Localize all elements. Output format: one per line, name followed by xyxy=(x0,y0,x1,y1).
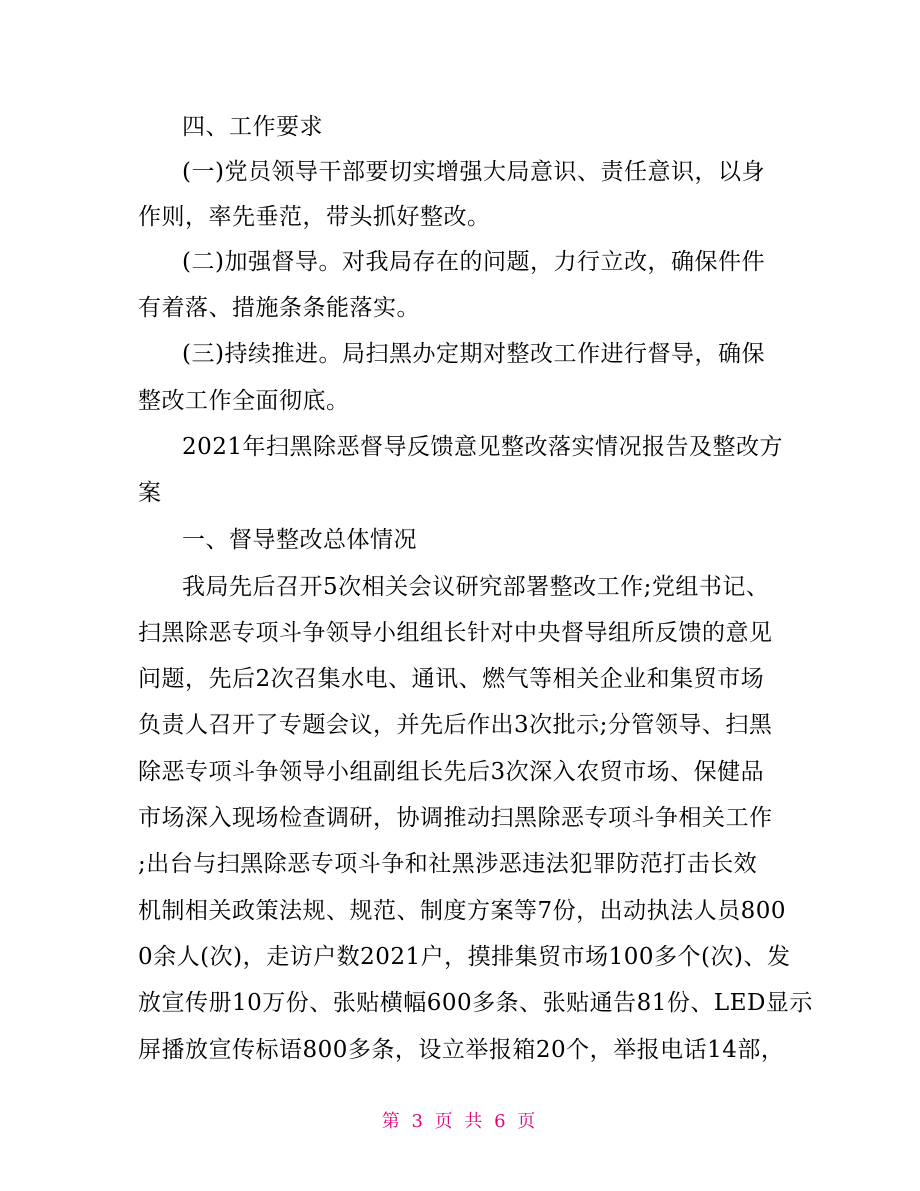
paragraph-line: 市场深入现场检查调研，协调推动扫黑除恶专项斗争相关工作 xyxy=(138,805,773,831)
paragraph-line: 0余人(次)，走访户数2021户，摸排集贸市场100多个(次)、发 xyxy=(138,944,791,970)
section-heading: 一、督导整改总体情况 xyxy=(182,527,417,553)
document-title-line: 2021年扫黑除恶督导反馈意见整改落实情况报告及整改方 xyxy=(182,434,784,460)
paragraph-line: 整改工作全面彻底。 xyxy=(138,388,350,414)
paragraph-line: 除恶专项斗争领导小组副组长先后3次深入农贸市场、保健品 xyxy=(138,759,765,785)
document-title-line: 案 xyxy=(138,480,162,506)
page-number-footer: 第 3 页 共 6 页 xyxy=(381,1111,539,1132)
paragraph-line: ;出台与扫黑除恶专项斗争和社黑涉恶违法犯罪防范打击长效 xyxy=(138,851,758,877)
paragraph-line: 扫黑除恶专项斗争领导小组组长针对中央督导组所反馈的意见 xyxy=(138,620,773,646)
paragraph-line: 放宣传册10万份、张贴横幅600多条、张贴通告81份、LED显示 xyxy=(138,990,813,1016)
paragraph-line: 有着落、措施条条能落实。 xyxy=(138,295,420,321)
paragraph-line: (二)加强督导。对我局存在的问题，力行立改，确保件件 xyxy=(182,249,765,275)
paragraph-line: 机制相关政策法规、规范、制度方案等7份，出动执法人员800 xyxy=(138,898,787,924)
paragraph-line: (三)持续推进。局扫黑办定期对整改工作进行督导，确保 xyxy=(182,341,765,367)
paragraph-line: 负责人召开了专题会议，并先后作出3次批示;分管领导、扫黑 xyxy=(138,712,773,738)
paragraph-line: 我局先后召开5次相关会议研究部署整改工作;党组书记、 xyxy=(182,574,770,600)
paragraph-line: (一)党员领导干部要切实增强大局意识、责任意识，以身 xyxy=(182,159,765,185)
paragraph-line: 作则，率先垂范，带头抓好整改。 xyxy=(138,204,491,230)
section-heading: 四、工作要求 xyxy=(182,114,323,140)
paragraph-line: 屏播放宣传标语800多条，设立举报箱20个，举报电话14部， xyxy=(138,1037,785,1063)
paragraph-line: 问题，先后2次召集水电、通讯、燃气等相关企业和集贸市场 xyxy=(138,666,765,692)
